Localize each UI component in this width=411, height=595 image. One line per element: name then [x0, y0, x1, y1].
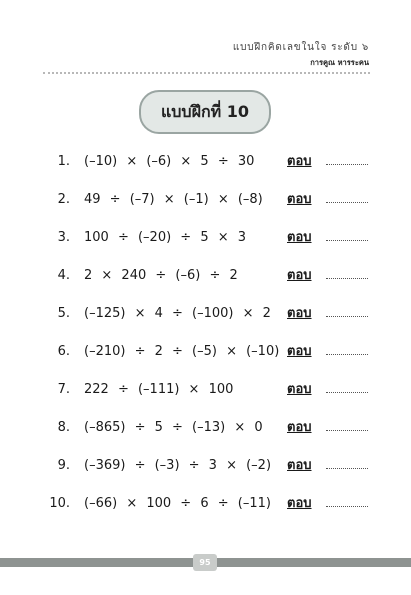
problem-expression: 100 ÷ (–20) ÷ 5 × 3 [84, 230, 247, 245]
answer-label: ตอบ [287, 420, 312, 435]
answer-label: ตอบ [287, 306, 312, 321]
answer-label: ตอบ [287, 382, 312, 397]
problem-expression: (–865) ÷ 5 ÷ (–13) × 0 [84, 420, 263, 435]
problem-expression: (–210) ÷ 2 ÷ (–5) × (–10) [84, 344, 280, 359]
problem-row [0, 494, 411, 514]
problem-number: 6. [57, 344, 70, 359]
problem-expression: (–369) ÷ (–3) ÷ 3 × (–2) [84, 458, 272, 473]
answer-blank [326, 278, 368, 279]
problem-number: 1. [57, 154, 70, 169]
exercise-title: แบบฝึกที่ 10 [139, 90, 271, 134]
answer-blank [326, 468, 368, 469]
answer-blank [326, 430, 368, 431]
problem-row [0, 456, 411, 476]
problem-expression: (–66) × 100 ÷ 6 ÷ (–11) [84, 496, 271, 511]
answer-blank [326, 316, 368, 317]
problem-number: 4. [57, 268, 70, 283]
problem-number: 5. [57, 306, 70, 321]
problem-number: 3. [57, 230, 70, 245]
problem-row [0, 342, 411, 362]
answer-blank [326, 240, 368, 241]
problem-row [0, 418, 411, 438]
problem-expression: (–125) × 4 ÷ (–100) × 2 [84, 306, 271, 321]
problem-number: 10. [49, 496, 70, 511]
header-subtitle: การคูณ หารระคน [310, 58, 369, 67]
answer-label: ตอบ [287, 344, 312, 359]
problem-row [0, 304, 411, 324]
answer-label: ตอบ [287, 496, 312, 511]
problem-row [0, 380, 411, 400]
answer-blank [326, 164, 368, 165]
problem-expression: 2 × 240 ÷ (–6) ÷ 2 [84, 268, 238, 283]
problem-row [0, 228, 411, 248]
problem-row [0, 266, 411, 286]
problem-row [0, 190, 411, 210]
problem-expression: 49 ÷ (–7) × (–1) × (–8) [84, 192, 263, 207]
header-title: แบบฝึกคิดเลขในใจ ระดับ ๖ [232, 42, 369, 53]
answer-blank [326, 506, 368, 507]
answer-label: ตอบ [287, 268, 312, 283]
dotted-divider [43, 72, 370, 74]
problem-number: 2. [57, 192, 70, 207]
answer-label: ตอบ [287, 154, 312, 169]
problem-number: 7. [57, 382, 70, 397]
answer-label: ตอบ [287, 230, 312, 245]
answer-blank [326, 392, 368, 393]
page-number: 95 [193, 554, 217, 571]
problem-row [0, 152, 411, 172]
problem-expression: (–10) × (–6) × 5 ÷ 30 [84, 154, 255, 169]
problem-number: 9. [57, 458, 70, 473]
answer-blank [326, 202, 368, 203]
problem-number: 8. [57, 420, 70, 435]
answer-label: ตอบ [287, 192, 312, 207]
problem-expression: 222 ÷ (–111) × 100 [84, 382, 234, 397]
answer-label: ตอบ [287, 458, 312, 473]
answer-blank [326, 354, 368, 355]
